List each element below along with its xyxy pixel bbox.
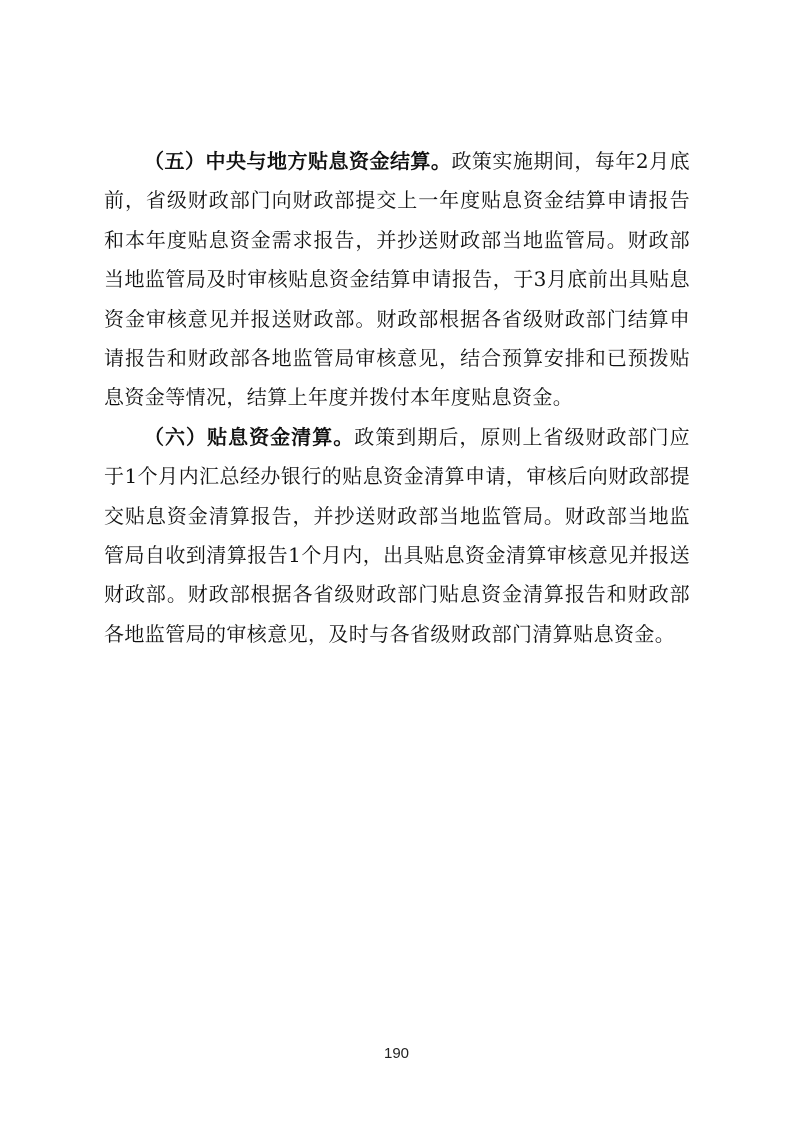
paragraph-settlement: [104, 142, 690, 418]
section-heading-settlement: （五）中央与地方贴息资金结算。: [144, 149, 452, 173]
section-body-clearing: 政策到期后，原则上省级财政部门应于1个月内汇总经办银行的贴息资金清算申请，审核后向财政部提交贴息资金清算报告，并抄送财政部当地监管局。财政部当地监管局自收到清算报告1个月内，出具贴息资金清算审核意见并报送财政部。财政部根据各省级财政部门贴息资金清算报告和财政部各地监管局的审核意见，及时与各省级财政部门清算贴息资金。: [104, 424, 691, 646]
document-body: [104, 142, 690, 654]
section-heading-clearing: （六）贴息资金清算。: [144, 424, 355, 449]
paragraph-clearing: [104, 418, 690, 654]
page-number: 190: [383, 1045, 410, 1062]
section-body-settlement: 政策实施期间，每年2月底前，省级财政部门向财政部提交上一年度贴息资金结算申请报告和本年度贴息资金需求报告，并抄送财政部当地监管局。财政部当地监管局及时审核贴息资金结算申请报告，于3月底前出具贴息资金审核意见并报送财政部。财政部根据各省级财政部门结算申请报告和财政部各地监管局审核意见，结合预算安排和已预拨贴息资金等情况，结算上年度并拨付本年度贴息资金。: [104, 149, 691, 410]
